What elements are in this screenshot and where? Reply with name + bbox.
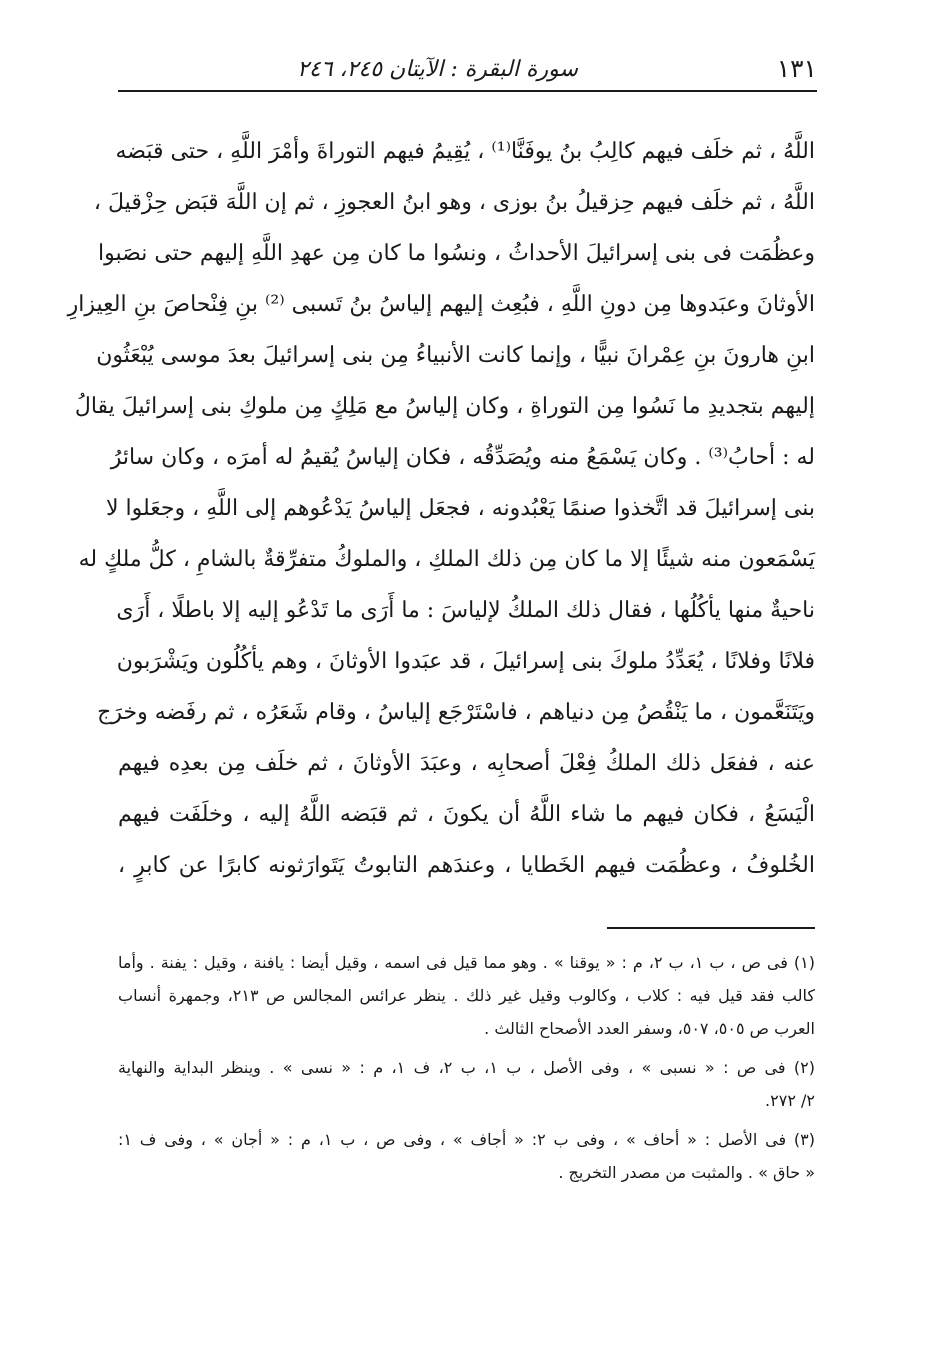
text-line: عنه ، ففعَل ذلك الملكُ فِعْلَ أصحابِه ، وعبَدَ الأوثانَ ، ثم خلَف مِن بعدِه فيهم	[118, 751, 815, 776]
footnote-line: (١) فى ص ، ب ١، ب ٢، م : « يوقنا » . وهو مما قيل فى اسمه ، وقيل أيضا : يافنة ، وقيل : يفنة . وأما	[118, 953, 816, 972]
text-line: الْيَسَعُ ، فكان فيهم ما شاء اللَّهُ أن يكونَ ، ثم قبَضه اللَّهُ إليه ، وخلَفَت فيهم	[118, 802, 815, 827]
footnotes	[118, 946, 815, 1189]
footnote-2	[118, 1051, 815, 1117]
footnote-line: ٢/ ٢٧٢.	[765, 1091, 815, 1110]
footnote-separator	[607, 927, 815, 929]
footnote-3	[118, 1123, 815, 1189]
text-line: ابنِ هارونَ بنِ عِمْرانَ نبيًّا ، وإنما كانت الأنبياءُ مِن بنى إسرائيلَ بعدَ موسى يُبْعَثُون	[96, 343, 815, 368]
text-line: اللَّهُ ، ثم خلَف فيهم حِزقيلُ بنُ بوزى ، وهو ابنُ العجوزِ ، ثم إن اللَّهَ قبَض حِزْقيلَ ،	[93, 190, 815, 215]
text-line: ويَتَنَعَّمون ، ما يَنْقُصُ مِن دنياهم ، فاسْتَرْجَع إلياسُ ، وقام شَعَرُه ، ثم رفَضه وخرَج	[97, 700, 815, 725]
text-line: بنى إسرائيلَ قد اتَّخذوا صنمًا يَعْبُدونه ، فجعَل إلياسُ يَدْعُوهم إلى اللَّهِ ، وجعَلوا لا	[105, 496, 815, 521]
text-line: فلانًا وفلانًا ، يُعَدِّدُ ملوكَ بنى إسرائيلَ ، قد عبَدوا الأوثانَ ، وهم يأكُلُون ويَشْرَبون	[116, 649, 815, 674]
footnote-line: كالب فقد قيل فيه : كلاب ، وكالوب وقيل غير ذلك . ينظر عرائس المجالس ص ٢١٣، وجمهرة أنساب	[118, 986, 815, 1005]
text-line: له : أحابُ⁽³⁾ . وكان يَسْمَعُ منه ويُصَدِّقُه ، فكان إلياسُ يُقيمُ له أمرَه ، وكان سائرُ	[110, 445, 815, 470]
footnote-line: (٢) فى ص : « نسبى » ، وفى الأصل ، ب ١، ب ٢، ف ١، م : « نسى » . وينظر البداية والنهاية	[118, 1058, 815, 1077]
footnote-line: « حاق » . والمثبت من مصدر التخريج .	[558, 1163, 815, 1182]
footnote-line: (٣) فى الأصل : « أحاف » ، وفى ب ٢: « أجاف » ، وفى ص ، ب ١، م : « أجان » ، وفى ف ١:	[118, 1130, 816, 1149]
footnote-1	[118, 946, 815, 1045]
text-line: الأوثانَ وعبَدوها مِن دونِ اللَّهِ ، فبُعِث إليهم إلياسُ بنُ تَسبى ⁽²⁾ بنِ فِنْحاصَ بنِ العِيزارِ	[67, 292, 815, 317]
text-line: ناحيةٌ منها يأكُلُها ، فقال ذلك الملكُ لإلياسَ : ما أَرَى ما تَدْعُو إليه إلا باطلًا ، أَرَى	[116, 598, 815, 623]
footnote-line: العرب ص ٥٠٥، ٥٠٧، وسفر العدد الأصحاح الثالث .	[484, 1019, 815, 1038]
main-text	[67, 126, 815, 891]
text-line: اللَّهُ ، ثم خلَف فيهم كالِبُ بنُ يوفَنَّا⁽¹⁾ ، يُقِيمُ فيهم التوراةَ وأمْرَ اللَّهِ ، حتى قبَضه	[115, 139, 815, 164]
page-number: ١٣١	[776, 54, 817, 83]
text-line: الخُلوفُ ، وعظُمَت فيهم الخَطايا ، وعندَهم التابوتُ يَتَوارَثونه كابرًا عن كابرٍ ،	[118, 853, 815, 878]
text-line: وعظُمَت فى بنى إسرائيلَ الأحداثُ ، ونسُوا ما كان مِن عهدِ اللَّهِ إليهم حتى نصَبوا	[98, 241, 815, 266]
page-header	[118, 50, 817, 92]
text-line: يَسْمَعون منه شيئًا إلا ما كان مِن ذلك الملكِ ، والملوكُ متفرِّقةٌ بالشامِ ، كلُّ ملكٍ له	[78, 547, 815, 572]
text-line: إليهم بتجديدِ ما نَسُوا مِن التوراةِ ، وكان إلياسُ مع مَلِكٍ مِن ملوكِ بنى إسرائيلَ يقالُ	[74, 394, 815, 419]
running-head: سورة البقرة : الآيتان ٢٤٥، ٢٤٦	[297, 57, 578, 82]
